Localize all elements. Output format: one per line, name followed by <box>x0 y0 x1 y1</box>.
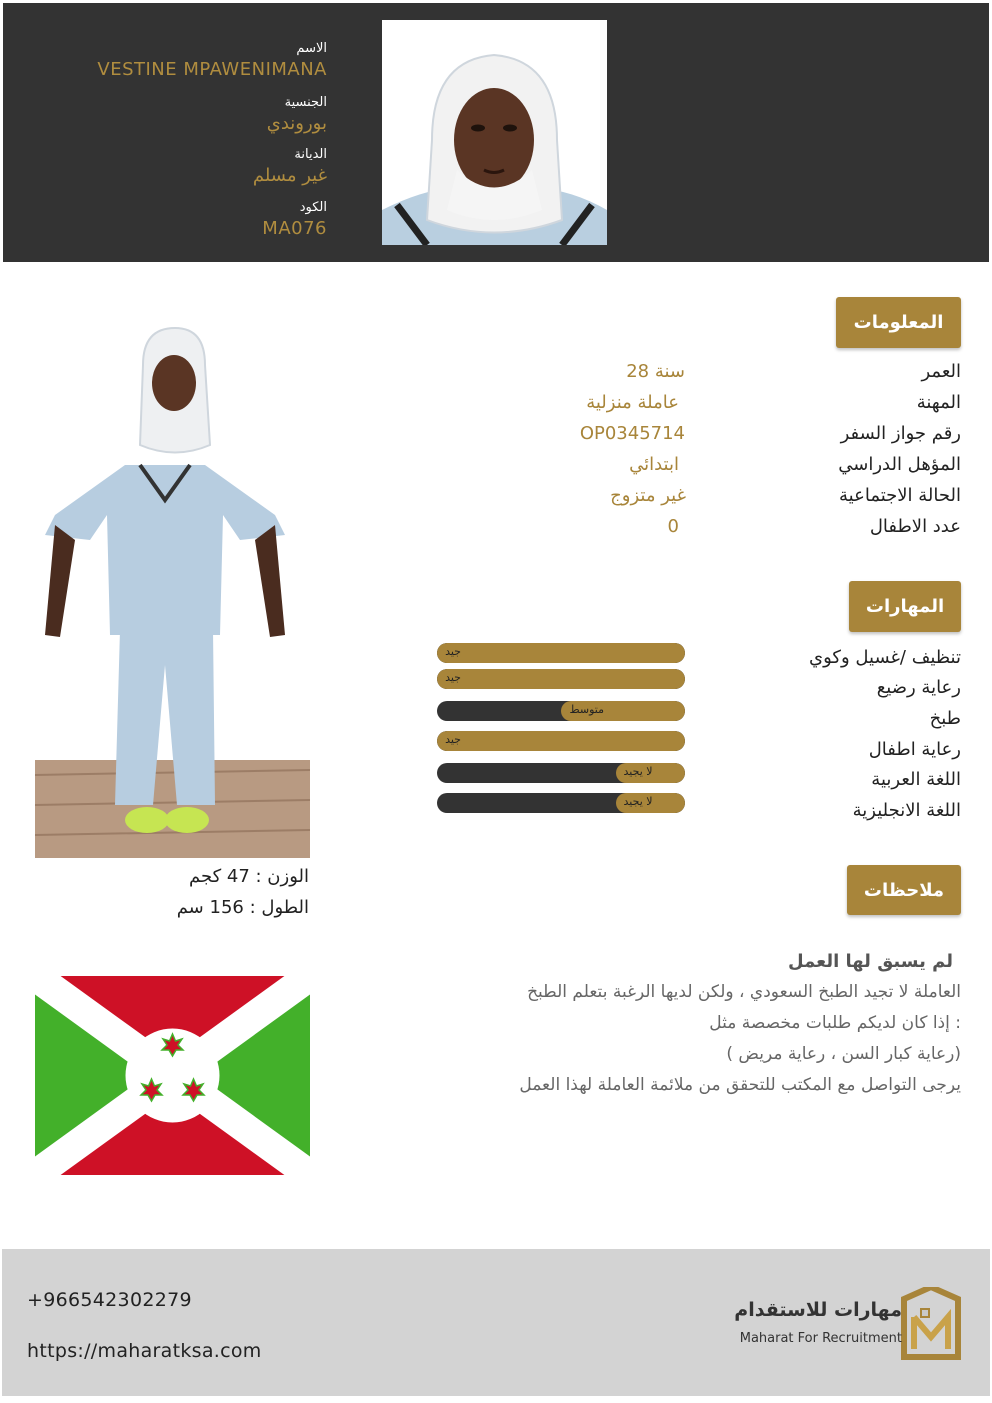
info-value: ابتدائي <box>629 454 679 475</box>
info-value: غير متزوج <box>610 485 686 506</box>
religion-label: الديانة <box>294 147 327 162</box>
info-value: OP0345714 <box>579 423 685 444</box>
skill-level: جيد <box>445 733 461 746</box>
name-label: الاسم <box>296 41 327 56</box>
skill-bar <box>437 643 685 663</box>
religion-block <box>253 147 327 186</box>
skill-label: طبخ <box>929 708 961 729</box>
skill-label: تنظيف /غسيل وكوي <box>809 647 961 668</box>
height-stat: الطول : 156 سم <box>176 897 309 918</box>
code-value: MA076 <box>262 218 327 239</box>
info-label: المؤهل الدراسي <box>838 454 961 475</box>
skill-bar-fill <box>437 643 685 663</box>
skill-bar <box>437 763 685 783</box>
code-block <box>262 200 327 239</box>
notes-body <box>519 946 961 1101</box>
info-value: عاملة منزلية <box>586 392 679 413</box>
info-label: المهنة <box>916 392 961 413</box>
info-section-badge: المعلومات <box>836 297 961 348</box>
skill-bar <box>437 731 685 751</box>
skill-bar <box>437 701 685 721</box>
religion-value: غير مسلم <box>252 165 327 186</box>
skill-label: اللغة العربية <box>871 769 961 790</box>
notes-heading: لم يسبق لها العمل <box>788 951 953 972</box>
skill-level: جيد <box>445 671 461 684</box>
code-label: الكود <box>299 200 327 215</box>
notes-line: ( رعاية كبار السن ، رعاية مريض) <box>726 1044 961 1064</box>
notes-line: إذا كان لديكم طلبات مخصصة مثل : <box>709 1013 961 1033</box>
info-label: عدد الاطفال <box>869 516 961 537</box>
weight-stat: الوزن : 47 كجم <box>189 866 309 887</box>
burundi-flag-icon <box>35 976 310 1175</box>
skill-bar-fill <box>437 669 685 689</box>
notes-line: العاملة لا تجيد الطبخ السعودي ، ولكن لديها الرغبة بتعلم الطبخ <box>527 982 961 1002</box>
phone-number[interactable]: +966542302279 <box>27 1289 192 1311</box>
skill-bar-fill <box>437 731 685 751</box>
logo-text-en: Maharat For Recruitment <box>739 1331 902 1346</box>
skill-level: متوسط <box>569 703 604 716</box>
notes-line: يرجى التواصل مع المكتب للتحقق من ملائمة العاملة لهذا العمل <box>519 1075 961 1095</box>
company-logo <box>736 1287 966 1362</box>
skills-section-badge: المهارات <box>849 581 961 632</box>
skill-label: رعاية رضيع <box>876 677 961 698</box>
website-link[interactable]: https://maharatksa.com <box>27 1340 262 1362</box>
info-label: الحالة الاجتماعية <box>839 485 961 506</box>
skill-bar <box>437 669 685 689</box>
skill-bar <box>437 793 685 813</box>
info-label: العمر <box>921 361 961 382</box>
profile-header <box>3 3 989 262</box>
portrait-photo <box>382 20 607 245</box>
nationality-label: الجنسية <box>284 95 327 110</box>
worker-name: VESTINE MPAWENIMANA <box>97 59 327 80</box>
notes-section-badge: ملاحظات <box>847 865 961 915</box>
nationality-value: بوروندي <box>266 113 327 134</box>
skill-level: لا يجيد <box>623 795 653 808</box>
info-value: 28 سنة <box>626 361 685 382</box>
page-footer <box>2 1249 990 1396</box>
skill-label: اللغة الانجليزية <box>852 800 961 821</box>
full-body-photo <box>35 325 310 858</box>
logo-text-ar: مهارات للاستقدام <box>734 1299 902 1321</box>
skill-level: لا يجيد <box>623 765 653 778</box>
skill-label: رعاية اطفال <box>868 739 961 760</box>
nationality-block <box>267 95 327 134</box>
skill-level: جيد <box>445 645 461 658</box>
info-value: 0 <box>667 516 679 537</box>
name-block <box>97 41 327 80</box>
info-label: رقم جواز السفر <box>840 423 961 444</box>
